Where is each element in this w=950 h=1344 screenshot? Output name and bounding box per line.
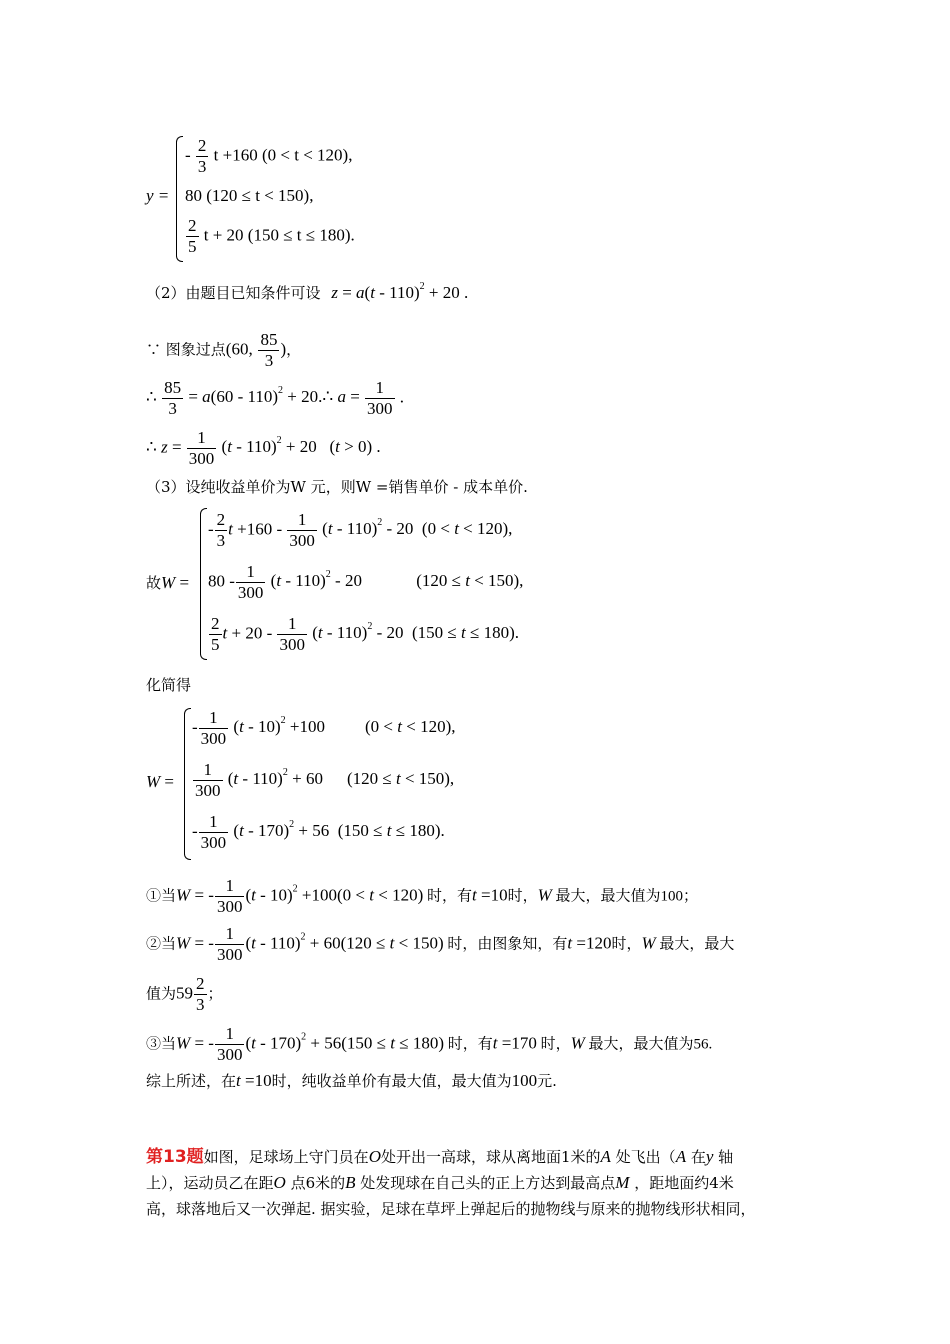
w2-lhs: W = — [146, 772, 175, 791]
w2-case-3: - $\frac{1}{300}$ (t - 170)$^2$ + 56 (150 ≤ t ≤ 180). — [192, 812, 445, 852]
since-line: ∵ 图象过点(60, $\frac{85}{3}$ )， — [146, 330, 302, 370]
z-result: ∴ z = $\frac{1}{300}$ (t - 110)$^2$ + 20 (t > 0) . — [146, 428, 381, 468]
therefore-a: ∴ $\frac{85}{3}$ = a(60 - 110)$^2$ + 20.∴ a = $\frac{1}{300}$ . — [146, 378, 405, 418]
q13-line-2: 上），运动员乙在距O 点6米的B 处发现球在自己头的正上方达到最高点M ，距地面约4米 — [146, 1173, 734, 1192]
w1-case-3: $\frac{2}{5}$ t + 20 - $\frac{1}{300}$ (t - 110)$^2$ - 20 (150 ≤ t ≤ 180). — [211, 614, 519, 654]
y-case-3: $\frac{2}{5}$ t + 20 (150 ≤ t ≤ 180). — [188, 216, 355, 256]
y-case-2: 80 (120 ≤ t < 150), — [185, 186, 314, 205]
gu-w: 故W = — [146, 573, 190, 592]
w2-case-1: - $\frac{1}{300}$ (t - 10)$^2$ +100 (0 < t < 120), — [192, 708, 456, 748]
part2-intro: （2）由题目已知条件可设 z = a(t - 110)$^2$ + 20 . — [146, 281, 469, 302]
y-lhs: y = — [146, 186, 170, 205]
brace-y — [176, 136, 183, 262]
w2-case-2: $\frac{1}{300}$ (t - 110)$^2$ + 60 (120 ≤ t < 150), — [195, 760, 455, 800]
part3-intro: （3）设纯收益单价为W 元，则W =销售单价 - 成本单价. — [146, 478, 528, 496]
w1-case-2: 80 - $\frac{1}{300}$ (t - 110)$^2$ - 20 (120 ≤ t < 150), — [208, 562, 524, 602]
q13-line-3: 高，球落地后又一次弹起. 据实验，足球在草坪上弹起后的抛物线与原来的抛物线形状相同， — [146, 1200, 756, 1218]
case-2-cont: 值为59 $\frac{2}{3}$ ； — [146, 974, 223, 1014]
simplify-label: 化简得 — [146, 676, 192, 694]
q13-label: 第13题 — [146, 1147, 204, 1167]
case-3: ③当W = - $\frac{1}{300}$ (t - 170)$^2$ + 56(150 ≤ t ≤ 180) 时，有t =170 时，W 最大，最大值为56. — [146, 1024, 713, 1064]
case-1: ①当W = - $\frac{1}{300}$ (t - 10)$^2$ +100(0 < t < 120) 时，有t =10时，W 最大，最大值为100； — [146, 876, 699, 916]
brace-w2 — [184, 708, 191, 860]
w1-case-1: - $\frac{2}{3}$ t +160 - $\frac{1}{300}$ (t - 110)$^2$ - 20 (0 < t < 120), — [208, 510, 513, 550]
case-2: ②当W = - $\frac{1}{300}$ (t - 110)$^2$ + 60(120 ≤ t < 150) 时，由图象知，有t =120时，W 最大，最大 — [146, 924, 735, 964]
summary: 综上所述，在t =10时，纯收益单价有最大值，最大值为100元. — [146, 1071, 557, 1090]
y-case-1: - $\frac{2}{3}$ t +160 (0 < t < 120), — [185, 136, 353, 176]
q13-line-1: 第13题如图，足球场上守门员在O处开出一高球，球从离地面1米的A 处飞出（A 在y 轴 — [146, 1147, 734, 1167]
brace-w1 — [200, 508, 207, 660]
